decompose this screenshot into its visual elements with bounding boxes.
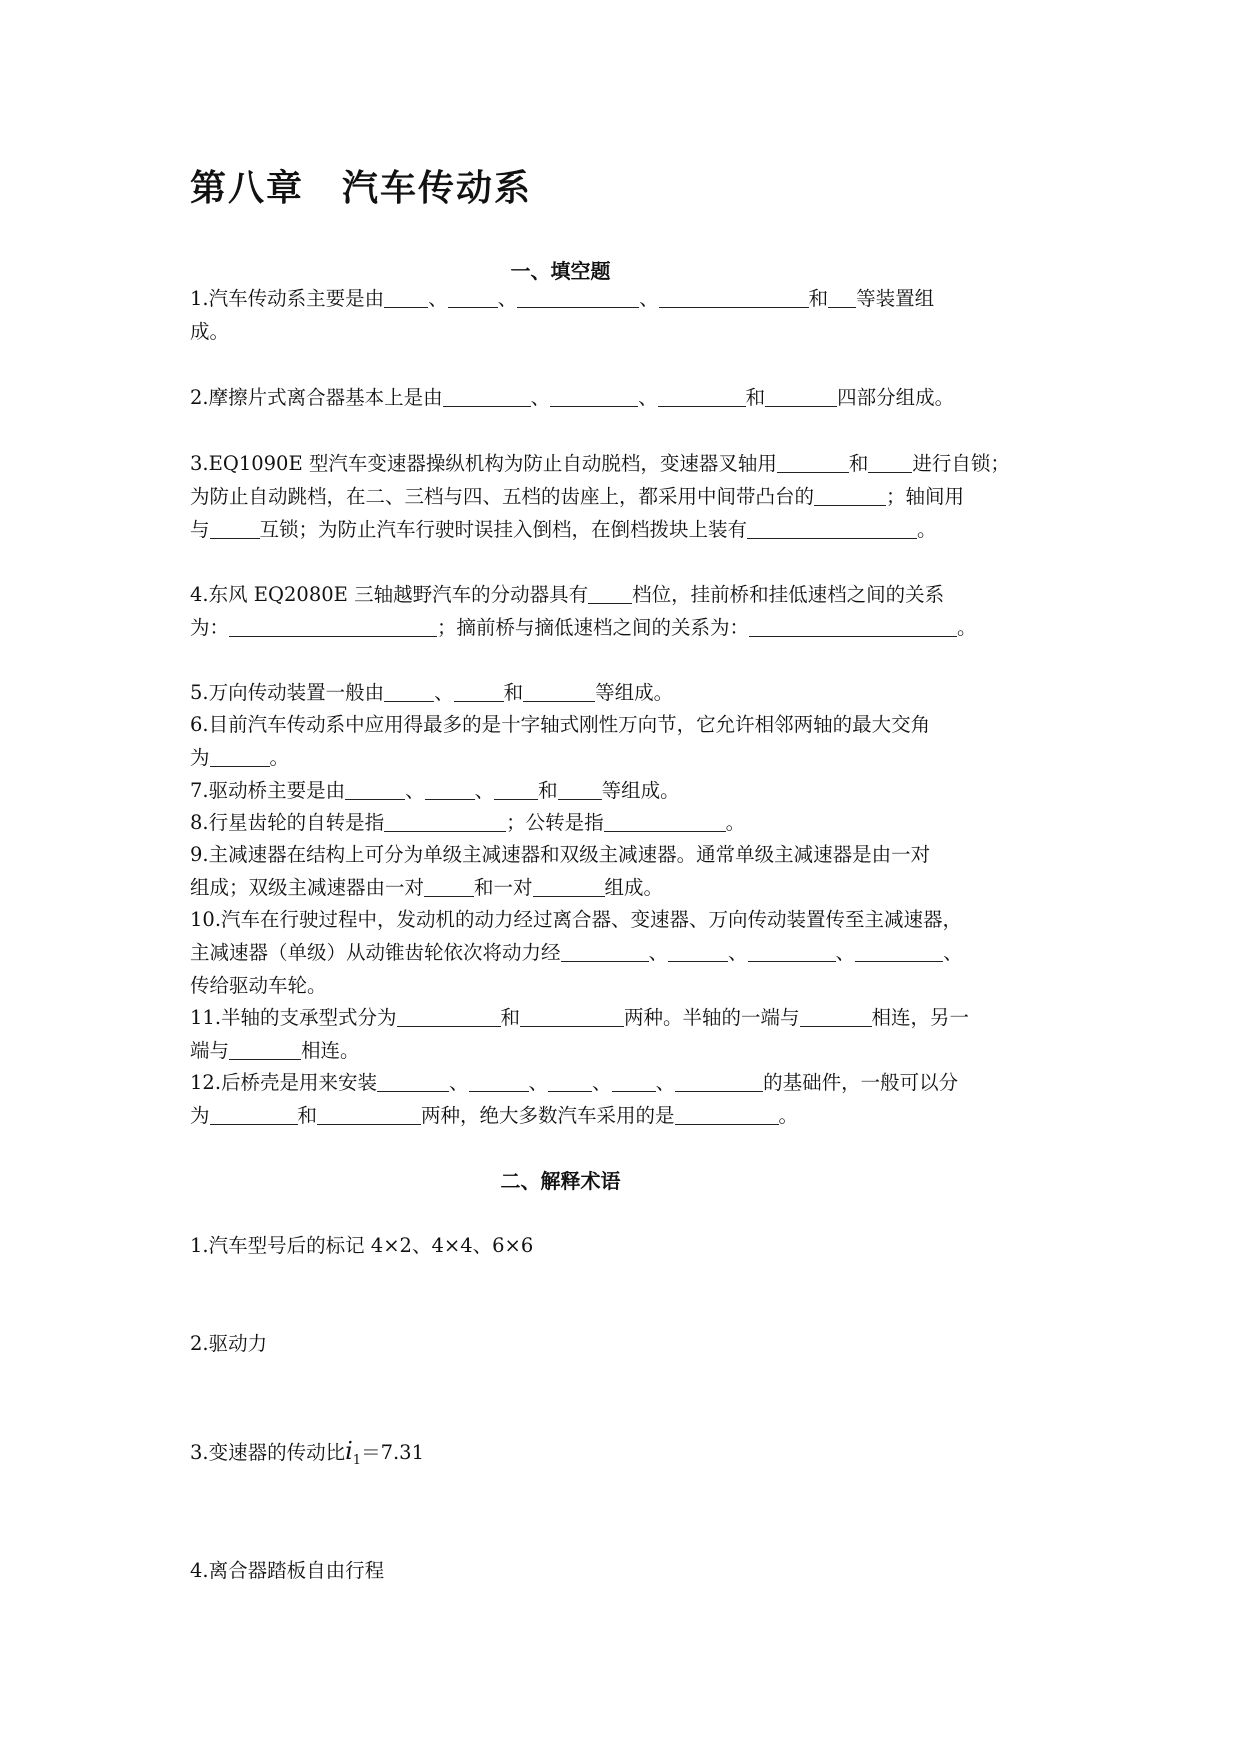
blank[interactable] <box>345 777 405 800</box>
q3-text-f: 与 <box>190 518 210 541</box>
q10-text-a: 10.汽车在行驶过程中，发动机的动力经过离合器、变速器、万向传动装置传至主减速器， <box>190 908 963 931</box>
question-6 <box>190 708 1060 774</box>
q7-text-e: 等组成。 <box>601 779 680 802</box>
q4-text-e: 。 <box>957 616 977 639</box>
q12-text-j: 。 <box>778 1104 799 1127</box>
term-3 <box>190 1437 424 1468</box>
ratio-variable: i <box>345 1437 353 1465</box>
q12-text-c: 、 <box>528 1071 549 1094</box>
blank[interactable] <box>659 285 809 308</box>
section-heading-fill-in: 一、填空题 <box>510 259 611 283</box>
blank[interactable] <box>604 809 726 832</box>
q8-text-c: 。 <box>725 811 746 834</box>
blank[interactable] <box>210 1102 298 1125</box>
blank[interactable] <box>814 483 886 506</box>
q1-text-e: 和 <box>808 287 829 310</box>
blank[interactable] <box>561 939 649 962</box>
q12-text-b: 、 <box>449 1071 469 1094</box>
term-3-value: ＝7.31 <box>361 1441 424 1464</box>
q5-text-d: 等组成。 <box>595 681 674 704</box>
blank[interactable] <box>384 285 428 308</box>
blank[interactable] <box>517 285 639 308</box>
question-7 <box>190 774 1060 807</box>
blank[interactable] <box>523 679 595 702</box>
blank[interactable] <box>533 874 605 897</box>
q10-text-g: 传给驱动车轮。 <box>190 974 327 997</box>
q5-text-c: 和 <box>503 681 524 704</box>
q7-text-c: 、 <box>474 779 495 802</box>
q12-text-e: 、 <box>655 1071 676 1094</box>
section-heading-terms: 二、解释术语 <box>500 1169 621 1193</box>
blank[interactable] <box>828 285 856 308</box>
question-3 <box>190 447 1060 546</box>
blank[interactable] <box>800 1004 872 1027</box>
blank[interactable] <box>384 679 434 702</box>
question-12 <box>190 1066 1060 1132</box>
q10-text-f: 、 <box>943 941 963 964</box>
q2-text-d: 和 <box>745 386 766 409</box>
q3-text-d: 为防止自动跳档，在二、三档与四、五档的齿座上，都采用中间带凸台的 <box>190 485 815 508</box>
q10-text-c: 、 <box>648 941 669 964</box>
q3-text-a: 3.EQ1090E 型汽车变速器操纵机构为防止自动脱档，变速器叉轴用 <box>190 452 777 475</box>
q4-text-c: 为： <box>190 616 230 639</box>
blank[interactable] <box>550 384 638 407</box>
q11-text-b: 和 <box>500 1006 521 1029</box>
term-1: 1.汽车型号后的标记 4×2、4×4、6×6 <box>190 1234 534 1257</box>
question-1 <box>190 282 1060 348</box>
q11-text-e: 端与 <box>190 1039 230 1062</box>
blank[interactable] <box>454 679 504 702</box>
ratio-subscript: 1 <box>352 1453 362 1468</box>
blank[interactable] <box>658 384 746 407</box>
blank[interactable] <box>494 777 538 800</box>
q12-text-h: 和 <box>297 1104 318 1127</box>
q11-text-a: 11.半轴的支承型式分为 <box>190 1006 397 1029</box>
blank[interactable] <box>612 1069 656 1092</box>
q7-text-a: 7.驱动桥主要是由 <box>190 779 346 802</box>
blank[interactable] <box>229 1037 301 1060</box>
blank[interactable] <box>548 1069 592 1092</box>
blank[interactable] <box>469 1069 529 1092</box>
blank[interactable] <box>777 450 849 473</box>
q1-text-a: 1.汽车传动系主要是由 <box>190 287 385 310</box>
q3-text-c: 进行自锁； <box>912 452 1010 475</box>
blank[interactable] <box>588 581 632 604</box>
blank[interactable] <box>520 1004 624 1027</box>
q8-text-a: 8.行星齿轮的自转是指 <box>190 811 385 834</box>
blank[interactable] <box>229 614 437 637</box>
q10-text-b: 主减速器（单级）从动锥齿轮依次将动力经 <box>190 941 561 964</box>
question-2 <box>190 381 1060 414</box>
blank[interactable] <box>748 939 836 962</box>
question-9 <box>190 838 1060 904</box>
blank[interactable] <box>425 777 475 800</box>
q6-text-a: 6.目前汽车传动系中应用得最多的是十字轴式刚性万向节，它允许相邻两轴的最大交角 <box>190 713 931 736</box>
q11-text-d: 相连，另一 <box>871 1006 970 1029</box>
q2-text-b: 、 <box>530 386 551 409</box>
q4-text-b: 档位，挂前桥和挂低速档之间的关系 <box>632 583 945 606</box>
q12-text-g: 为 <box>190 1104 210 1127</box>
blank[interactable] <box>749 614 957 637</box>
q1-text-f: 等装置组 <box>856 287 935 310</box>
blank[interactable] <box>397 1004 501 1027</box>
q12-text-f: 的基础件，一般可以分 <box>763 1071 959 1094</box>
blank[interactable] <box>675 1102 779 1125</box>
blank[interactable] <box>868 450 912 473</box>
q12-text-i: 两种，绝大多数汽车采用的是 <box>421 1104 675 1127</box>
term-3-prefix: 3.变速器的传动比 <box>190 1441 346 1464</box>
q4-text-a: 4.东风 EQ2080E 三轴越野汽车的分动器具有 <box>190 583 589 606</box>
q1-text-c: 、 <box>497 287 518 310</box>
q2-text-c: 、 <box>638 386 658 409</box>
blank[interactable] <box>210 744 270 767</box>
q1-text-d: 、 <box>639 287 659 310</box>
blank[interactable] <box>448 285 498 308</box>
q2-text-e: 四部分组成。 <box>837 386 955 409</box>
q3-text-g: 互锁；为防止汽车行驶时误挂入倒档，在倒档拨块上装有 <box>259 518 748 541</box>
blank[interactable] <box>558 777 602 800</box>
blank[interactable] <box>668 939 728 962</box>
q2-text-a: 2.摩擦片式离合器基本上是由 <box>190 386 443 409</box>
q1-text-b: 、 <box>428 287 448 310</box>
q8-text-b: ；公转是指 <box>506 811 604 834</box>
q3-text-h: 。 <box>917 518 937 541</box>
q6-text-c: 。 <box>269 746 290 769</box>
q10-text-e: 、 <box>835 941 856 964</box>
blank[interactable] <box>210 516 260 539</box>
q7-text-b: 、 <box>405 779 425 802</box>
question-4 <box>190 578 1060 644</box>
chapter-title: 第八章 汽车传动系 <box>190 167 533 209</box>
q11-text-c: 两种。半轴的一端与 <box>624 1006 800 1029</box>
q11-text-f: 相连。 <box>301 1039 360 1062</box>
q10-text-d: 、 <box>728 941 748 964</box>
blank[interactable] <box>675 1069 763 1092</box>
blank[interactable] <box>765 384 837 407</box>
q1-text-g: 成。 <box>190 320 230 343</box>
blank[interactable] <box>317 1102 421 1125</box>
q9-text-c: 和一对 <box>474 876 533 899</box>
blank[interactable] <box>747 516 917 539</box>
q9-text-d: 组成。 <box>604 876 664 899</box>
q7-text-d: 和 <box>538 779 558 802</box>
question-11 <box>190 1001 1060 1067</box>
question-10 <box>190 903 1060 1002</box>
blank[interactable] <box>384 809 506 832</box>
q9-text-a: 9.主减速器在结构上可分为单级主减速器和双级主减速器。通常单级主减速器是由一对 <box>190 843 931 866</box>
q5-text-b: 、 <box>434 681 454 704</box>
q4-text-d: ；摘前桥与摘低速档之间的关系为： <box>437 616 750 639</box>
question-5 <box>190 676 1060 709</box>
blank[interactable] <box>424 874 474 897</box>
question-8 <box>190 806 1060 839</box>
q3-text-e: ；轴间用 <box>886 485 965 508</box>
q3-text-b: 和 <box>848 452 869 475</box>
q9-text-b: 组成；双级主减速器由一对 <box>190 876 425 899</box>
q12-text-d: 、 <box>592 1071 612 1094</box>
q12-text-a: 12.后桥壳是用来安装 <box>190 1071 378 1094</box>
blank[interactable] <box>855 939 943 962</box>
blank[interactable] <box>377 1069 449 1092</box>
q6-text-b: 为 <box>190 746 210 769</box>
term-2: 2.驱动力 <box>190 1332 268 1355</box>
q5-text-a: 5.万向传动装置一般由 <box>190 681 385 704</box>
blank[interactable] <box>443 384 531 407</box>
term-4: 4.离合器踏板自由行程 <box>190 1559 385 1582</box>
